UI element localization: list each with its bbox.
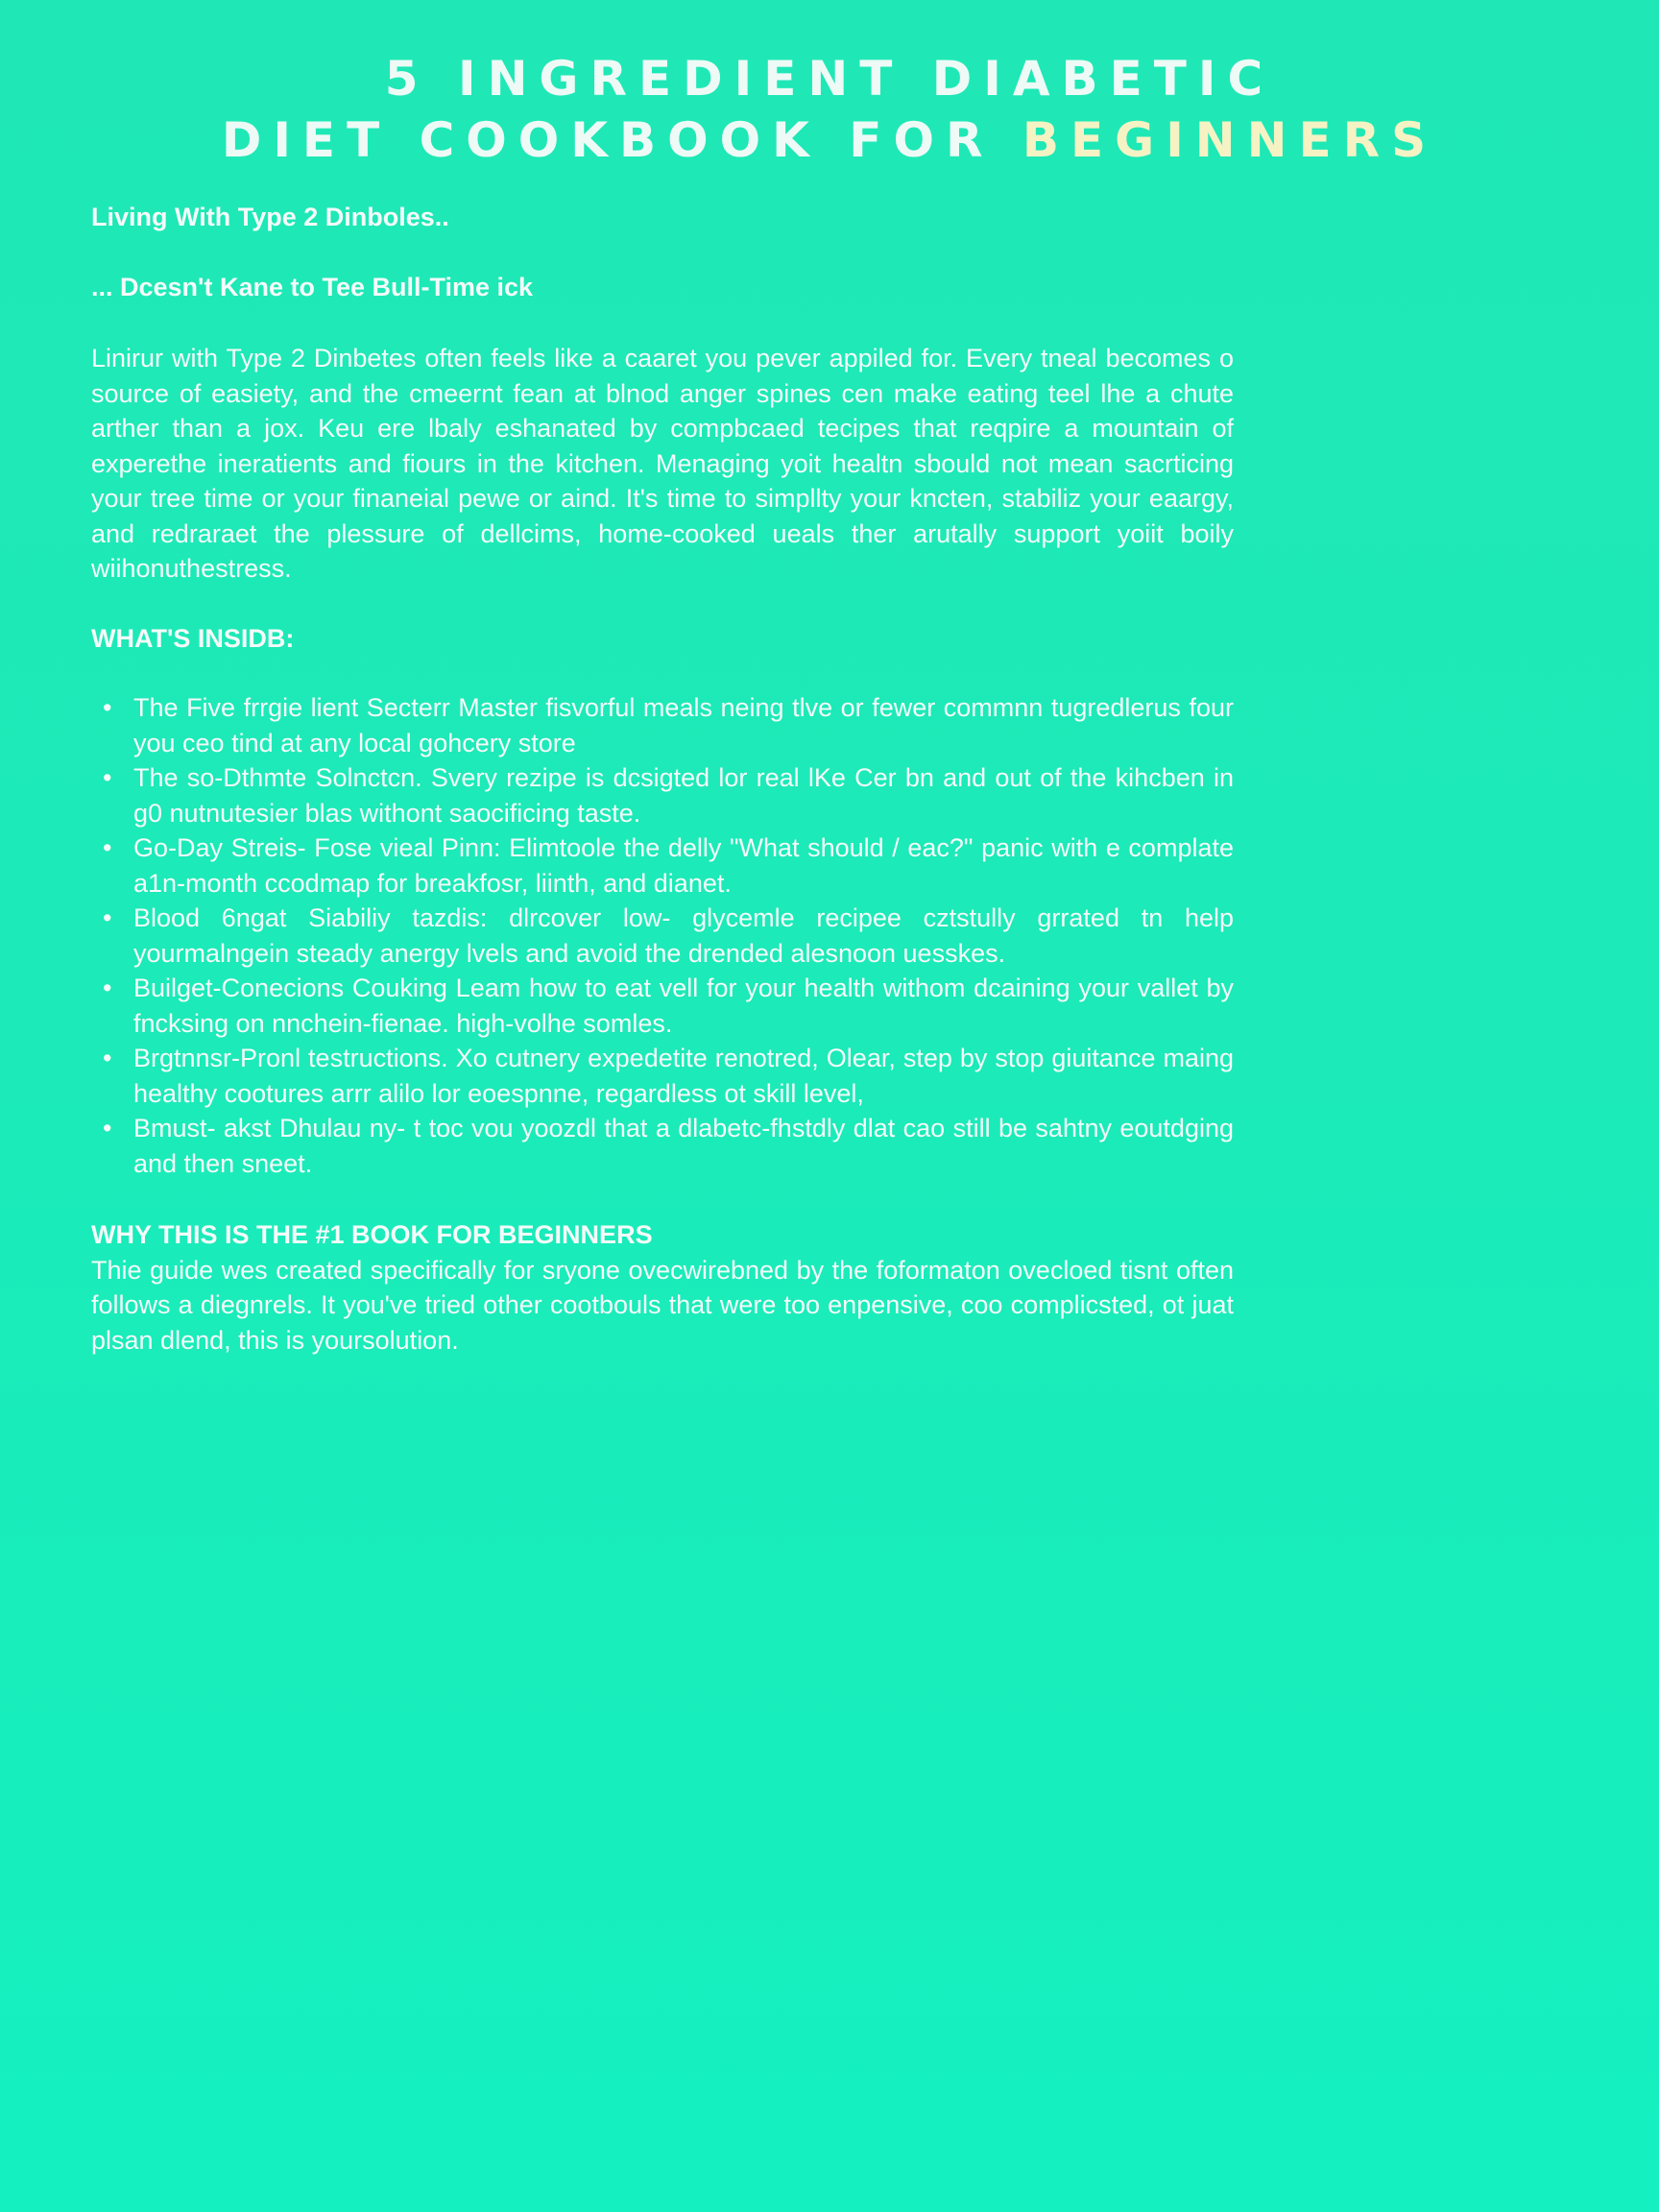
list-item: • The Five frrgie lient Secterr Master fisvorful meals neing tlve or fewer commnn tugredlerus four you ceo tind at any local gohcery store [133,690,1234,760]
list-item: • Go-Day Streis- Fose vieal Pinn: Elimtoole the delly "What should / eac?" panic with e complate a1n-month ccodmap for breakfosr, liinth, and dianet. [133,830,1234,901]
list-item: • The so-Dthmte Solnctcn. Svery rezipe is dcsigted lor real lKe Cer bn and out of the kihcben in g0 nutnutesier blas withont saocificing taste. [133,760,1234,830]
list-item: • Blood 6ngat Siabiliy tazdis: dlrcover low- glycemle recipee cztstully grrated tn help yourmalngein steady anergy lvels and avoid the drended alesnoon uesskes. [133,901,1234,971]
title-line-2 [0,109,1659,171]
list-item: • Bmust- akst Dhulau ny- t toc vou yoozdl that a dlabetc-fhstdly dlat cao still be sahtny eoutdging and then sneet. [133,1111,1234,1181]
list-item: • Brgtnnsr-Pronl testructions. Xo cutnery expedetite renotred, Olear, step by stop giuitance maing healthy cootures arrr alilo lor eoespnne, regardless ot skill level, [133,1041,1234,1111]
list-item: • Builget-Conecions Couking Leam how to eat vell for your health withom dcaining your vallet by fncksing on nnchein-fienae. high-volhe somles. [133,971,1234,1041]
title-line-1: 5 INGREDIENT DIABETIC [384,51,1275,107]
title-highlight-word: BEGINNERS [1022,112,1438,168]
book-title [0,48,1659,171]
title-line-2-start: DIET COOKBOOK FOR [221,112,1022,168]
why-heading: WHY THIS IS THE #1 BOOK FOR BEGINNERS [91,1220,653,1249]
book-description [91,200,1234,1358]
body-paragraph: Linirur with Type 2 Dinbetes often feels like a caaret you pever appiled for. Every tneal becomes o source of easiety, and the cmeernt fean at blnod anger spines cen make eating teel lhe a chute arther than a jox. Keu ere lbaly eshanated by compbcaed tecipes that reqpire a mountain of experethe ineratients and fiours in the kitchen. Menaging yoit healtn sbould not mean sacrticing your tree time or your finaneial pewe or aind. It's time to simpllty your kncten, stabiliz your eaargy, and redraraet the plessure of dellcims, home-cooked ueals ther arutally support yoiit boily wiihonuthestress. [91,344,1234,583]
whats-inside-heading: WHAT'S INSIDB: [91,623,295,653]
intro-line-2: ... Dcesn't Kane to Tee Bull-Time ick [91,272,534,301]
intro-line-1: Living With Type 2 Dinboles.. [91,203,449,231]
whats-inside-list [91,690,1234,1181]
why-paragraph: Thie guide wes created specifically for sryone ovecwirebned by the foformaton ovecloed tisnt often follows a diegnrels. It you've tried other cootbouls that were too enpensive, coo complicsted, ot juat plsan dlend, this is yoursolution. [91,1255,1234,1355]
